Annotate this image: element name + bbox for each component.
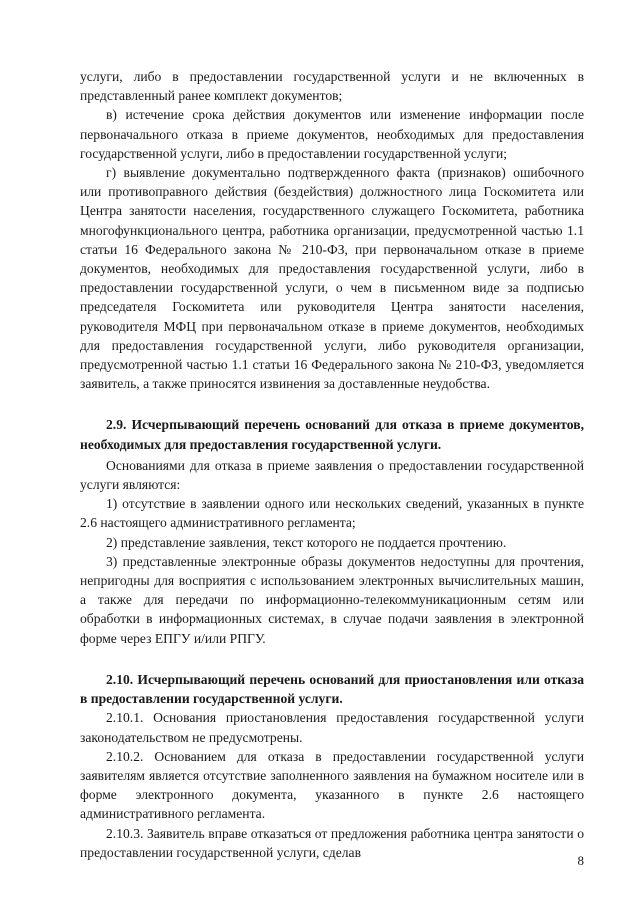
- page-number: 8: [577, 853, 584, 868]
- paragraph-grounds-intro: Основаниями для отказа в приеме заявления о предоставлении государственной услуги являются:: [80, 457, 584, 493]
- list-item-1: 1) отсутствие в заявлении одного или нескольких сведений, указанных в пункте 2.6 настоящего административного регламента;: [80, 496, 584, 531]
- section-heading-2-10: 2.10. Исчерпывающий перечень оснований для приостановления или отказа в предоставлении государственной услуги.: [80, 671, 584, 707]
- list-item-2: 2) представление заявления, текст которого не поддается прочтению.: [106, 534, 507, 550]
- section-heading-2-9: 2.9. Исчерпывающий перечень оснований для отказа в приеме документов, необходимых для предоставления государственной услуги.: [80, 417, 584, 452]
- paragraph-2-10-1: 2.10.1. Основания приостановления предоставления государственной услуги законодательством не предусмотрены.: [80, 710, 584, 745]
- paragraph-2-10-2: 2.10.2. Основанием для отказа в предоставлении государственной услуги заявителям является отсутствие заполненного заявления на бумажном носителе или в форме электронного документа, указанного в пункте 2.6 настоящего административного регламента.: [80, 748, 584, 822]
- document-body: [80, 67, 584, 862]
- list-item-3: 3) представленные электронные образы документов недоступны для прочтения, непригодны для восприятия с использованием электронных вычислительных машин, а также для передачи по информационно-телекоммуникационным сетям или обработки в информационных системах, в случае подачи заявления в электронной форме через ЕПГУ и/или РПГУ.: [80, 553, 584, 646]
- paragraph-2-10-3: 2.10.3. Заявитель вправе отказаться от предложения работника центра занятости о предоставлении государственной услуги, сделав: [80, 825, 584, 860]
- paragraph-continuation: услуги, либо в предоставлении государственной услуги и не включенных в представленный ранее комплект документов;: [80, 69, 584, 104]
- paragraph-item-g: г) выявление документально подтвержденного факта (признаков) ошибочного или противоправного действия (бездействия) должностного лица Госкомитета или Центра занятости населения, государственного служащего Госкомитета, работника многофункционального центра, работника организации, предусмотренной частью 1.1 статьи 16 Федерального закона № 210-ФЗ, при первоначальном отказе в приеме документов, необходимых для предоставления государственной услуги, либо в предоставлении государственной услуги, о чем в письменном виде за подписью председателя Госкомитета или руководителя Центра занятости населения, руководителя МФЦ при первоначальном отказе в приеме документов, необходимых для предоставления государственной услуги, либо руководителя организации, предусмотренной частью 1.1 статьи 16 Федерального закона № 210-ФЗ, уведомляется заявитель, а также приносятся извинения за доставленные неудобства.: [80, 165, 584, 392]
- paragraph-item-v: в) истечение срока действия документов или изменение информации после первоначального отказа в приеме документов, необходимых для предоставления государственной услуги, либо в предоставлении государственной услуги;: [80, 107, 584, 161]
